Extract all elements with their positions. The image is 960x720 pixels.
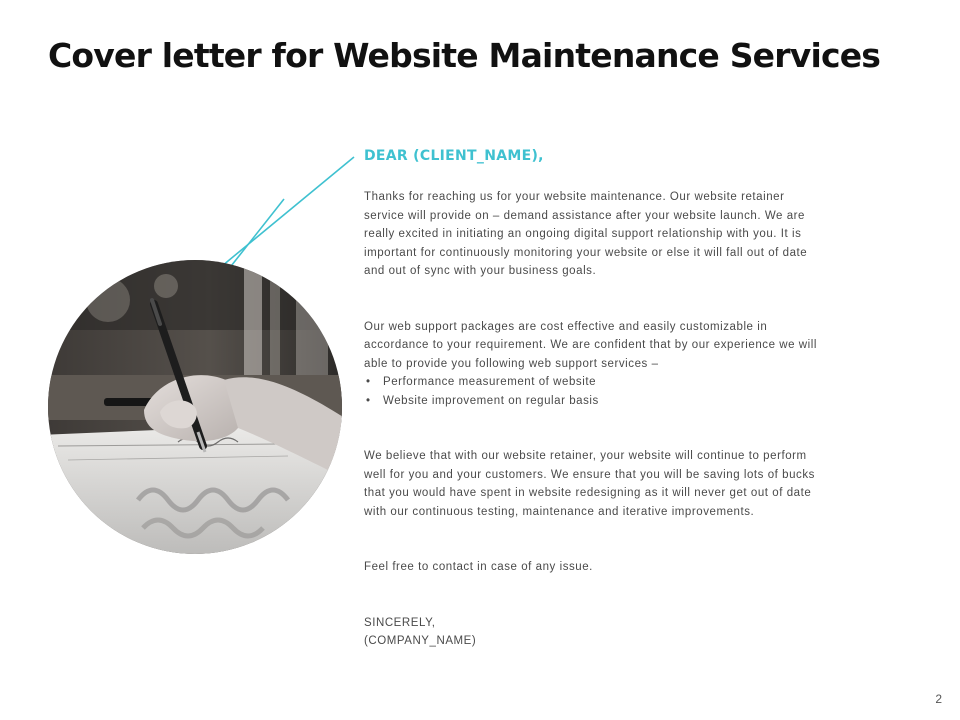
text-line: able to provide you following web support services –	[364, 357, 659, 370]
letter-closing: SINCERELY,	[364, 616, 436, 629]
letter-paragraph-3	[364, 447, 924, 521]
letter-paragraph-1	[364, 188, 924, 281]
list-item: • Website improvement on regular basis	[364, 392, 924, 411]
text-line: really excited in initiating an ongoing digital support relationship with you. It is	[364, 228, 802, 240]
letter-signature: (COMPANY_NAME)	[364, 635, 477, 647]
page-number: 2	[935, 692, 942, 706]
hand-writing-photo	[48, 260, 342, 554]
text-line: and out of sync with your business goals.	[364, 265, 597, 277]
text-line: We believe that with our website retainer, your website will continue to perform	[364, 450, 807, 462]
letter-paragraph-2	[364, 318, 924, 374]
text-line: service will provide on – demand assistance after your website launch. We are	[364, 209, 806, 222]
letter-paragraph-4: Feel free to contact in case of any issue.	[364, 561, 593, 573]
text-line: with our continuous testing, maintenance and iterative improvements.	[364, 505, 755, 518]
services-list	[364, 373, 924, 410]
cover-letter	[364, 146, 924, 651]
text-line: well for you and your customers. We ensure that you will be saving lots of bucks	[364, 468, 815, 481]
text-line: accordance to your requirement. We are confident that by our experience we will	[364, 339, 817, 351]
text-line: important for continuously monitoring your website or else it will fall out of date	[364, 246, 808, 259]
text-line: Thanks for reaching us for your website maintenance. Our website retainer	[364, 191, 785, 203]
list-item: • Performance measurement of website	[364, 373, 924, 392]
text-line: Our web support packages are cost effective and easily customizable in	[364, 320, 768, 333]
slide-title: Cover letter for Website Maintenance Services	[48, 36, 881, 75]
text-line: that you would have spent in website redesigning as it will never get out of date	[364, 487, 812, 499]
letter-greeting: DEAR (CLIENT_NAME),	[364, 148, 544, 164]
